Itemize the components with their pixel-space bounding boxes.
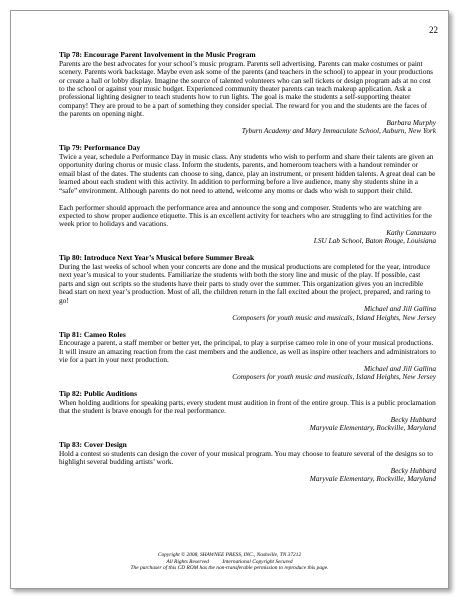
page-content xyxy=(59,51,436,492)
document-page xyxy=(10,10,449,589)
tip-affiliation: Maryvale Elementary, Rockville, Maryland xyxy=(309,474,436,484)
tip-83 xyxy=(59,441,436,483)
tip-attribution xyxy=(59,365,436,382)
tip-title: Tip 78: Encourage Parent Involvement in the Music Program xyxy=(59,50,256,59)
tip-title: Tip 82: Public Auditions xyxy=(59,389,138,399)
tip-paragraph: Twice a year, schedule a Performance Day in music class. Any students who wish to perform and share their talents are given an opportunity during chorus or music class. Inform the students, parents, and homeroom teachers with a handout reminder or email blast of the dates. The students can choose to sing, dance, play an instrument, or present hidden talents. A great deal can be learned about each student with this activity. In addition to performing before a live audience, many shy students shine in a “safe” environment. Although parents do not need to attend, welcome any moms or dads who wish to support their child. xyxy=(59,151,436,195)
copyright-line: Copyright © 2008, SHAWNEE PRESS, INC., Nashville, TN 37212 xyxy=(157,552,302,559)
tip-paragraph: Parents are the best advocates for your school’s music program. Parents sell advertising. Parents can make costumes or paint scenery. Parents work backstage. Maybe even ask some of the parents (and teachers in the school) to appear in your productions or create a hall or lobby display. Imagine the source of talented volunteers who can sell tickets or design program ads at no cost to the school or against your music budget. Experienced community theater parents can teach makeup application. Ask a professional lighting designer to teach students how to run lights. The goal is make the students a self-supporting theater company! They are proud to be a part of something they consider special. The reward for you and the students are the faces of the parents on opening night. xyxy=(59,58,433,119)
tip-paragraph: Each performer should approach the performance area and announce the song and composer. Students who are watching are expected to show proper audience etiquette. This is an excellent activity for teachers who are struggling to find activities for the week prior to holidays and vacations. xyxy=(59,202,432,229)
tip-81 xyxy=(59,331,436,382)
copyright-footer xyxy=(11,552,448,572)
tip-attribution xyxy=(59,229,436,246)
tip-attribution xyxy=(59,305,436,322)
tip-title: Tip 81: Cameo Roles xyxy=(59,329,126,339)
tip-80 xyxy=(59,254,436,322)
tip-affiliation: Maryvale Elementary, Rockville, Maryland xyxy=(309,423,436,433)
tip-attribution xyxy=(59,416,436,433)
tip-affiliation: Tyburn Academy and Mary Immaculate School, Auburn, New York xyxy=(241,126,436,136)
tip-paragraph: During the last weeks of school when your concerts are done and the musical productions are completed for the year, introduce next year’s musical to your students. Familiarize the students with both the story line and music of the play. If possible, cast parts and sign out scripts so the students have their parts to study over the summer. This organization gives you an incredible head start on next year’s production. Most of all, the children return in the fall excited about the project, prepared, and raring to go! xyxy=(59,261,431,305)
tip-paragraph: Hold a contest so students can design the cover of your musical program. You may choose to feature several of the designs so to highlight several budding artists’ work. xyxy=(59,448,433,467)
tip-author: Barbara Murphy xyxy=(386,117,436,127)
tip-author: Michael and Jill Gallina xyxy=(364,363,436,373)
tip-paragraph: When holding auditions for speaking parts, every student must audition in front of the entire group. This is a public proclamation that the student is brave enough for the real performance. xyxy=(59,397,436,416)
page-number: 22 xyxy=(429,25,438,35)
tip-author: Michael and Jill Gallina xyxy=(364,304,436,314)
tip-attribution xyxy=(59,467,436,484)
tip-affiliation: Composers for youth music and musicals, Island Heights, New Jersey xyxy=(232,372,436,382)
tip-title: Tip 79: Performance Day xyxy=(59,143,141,153)
tip-82 xyxy=(59,390,436,432)
permission-line: The purchaser of this CD ROM has the non-transferable permission to reproduce this page. xyxy=(130,565,329,572)
tip-attribution xyxy=(59,119,436,136)
tip-title: Tip 83: Cover Design xyxy=(59,440,127,450)
tip-author: Kathy Catanzaro xyxy=(386,227,436,237)
rights-line: All Rights Reserved International Copyright Secured xyxy=(166,558,293,565)
tip-78 xyxy=(59,51,436,136)
tip-author: Becky Hubbard xyxy=(390,465,436,475)
tip-79 xyxy=(59,144,436,246)
tip-title: Tip 80: Introduce Next Year’s Musical before Summer Break xyxy=(59,253,255,263)
tip-affiliation: LSU Lab School, Baton Rouge, Louisiana xyxy=(313,236,436,246)
tip-author: Becky Hubbard xyxy=(390,414,436,424)
tip-paragraph: Encourage a parent, a staff member or better yet, the principal, to play a surprise cameo role in one of your musical productions. It will insure an amazing reaction from the cast members and the audience, as well as inspire other teachers and administrators to vie for a part in your next production. xyxy=(59,338,436,365)
tip-affiliation: Composers for youth music and musicals, Island Heights, New Jersey xyxy=(232,312,436,322)
